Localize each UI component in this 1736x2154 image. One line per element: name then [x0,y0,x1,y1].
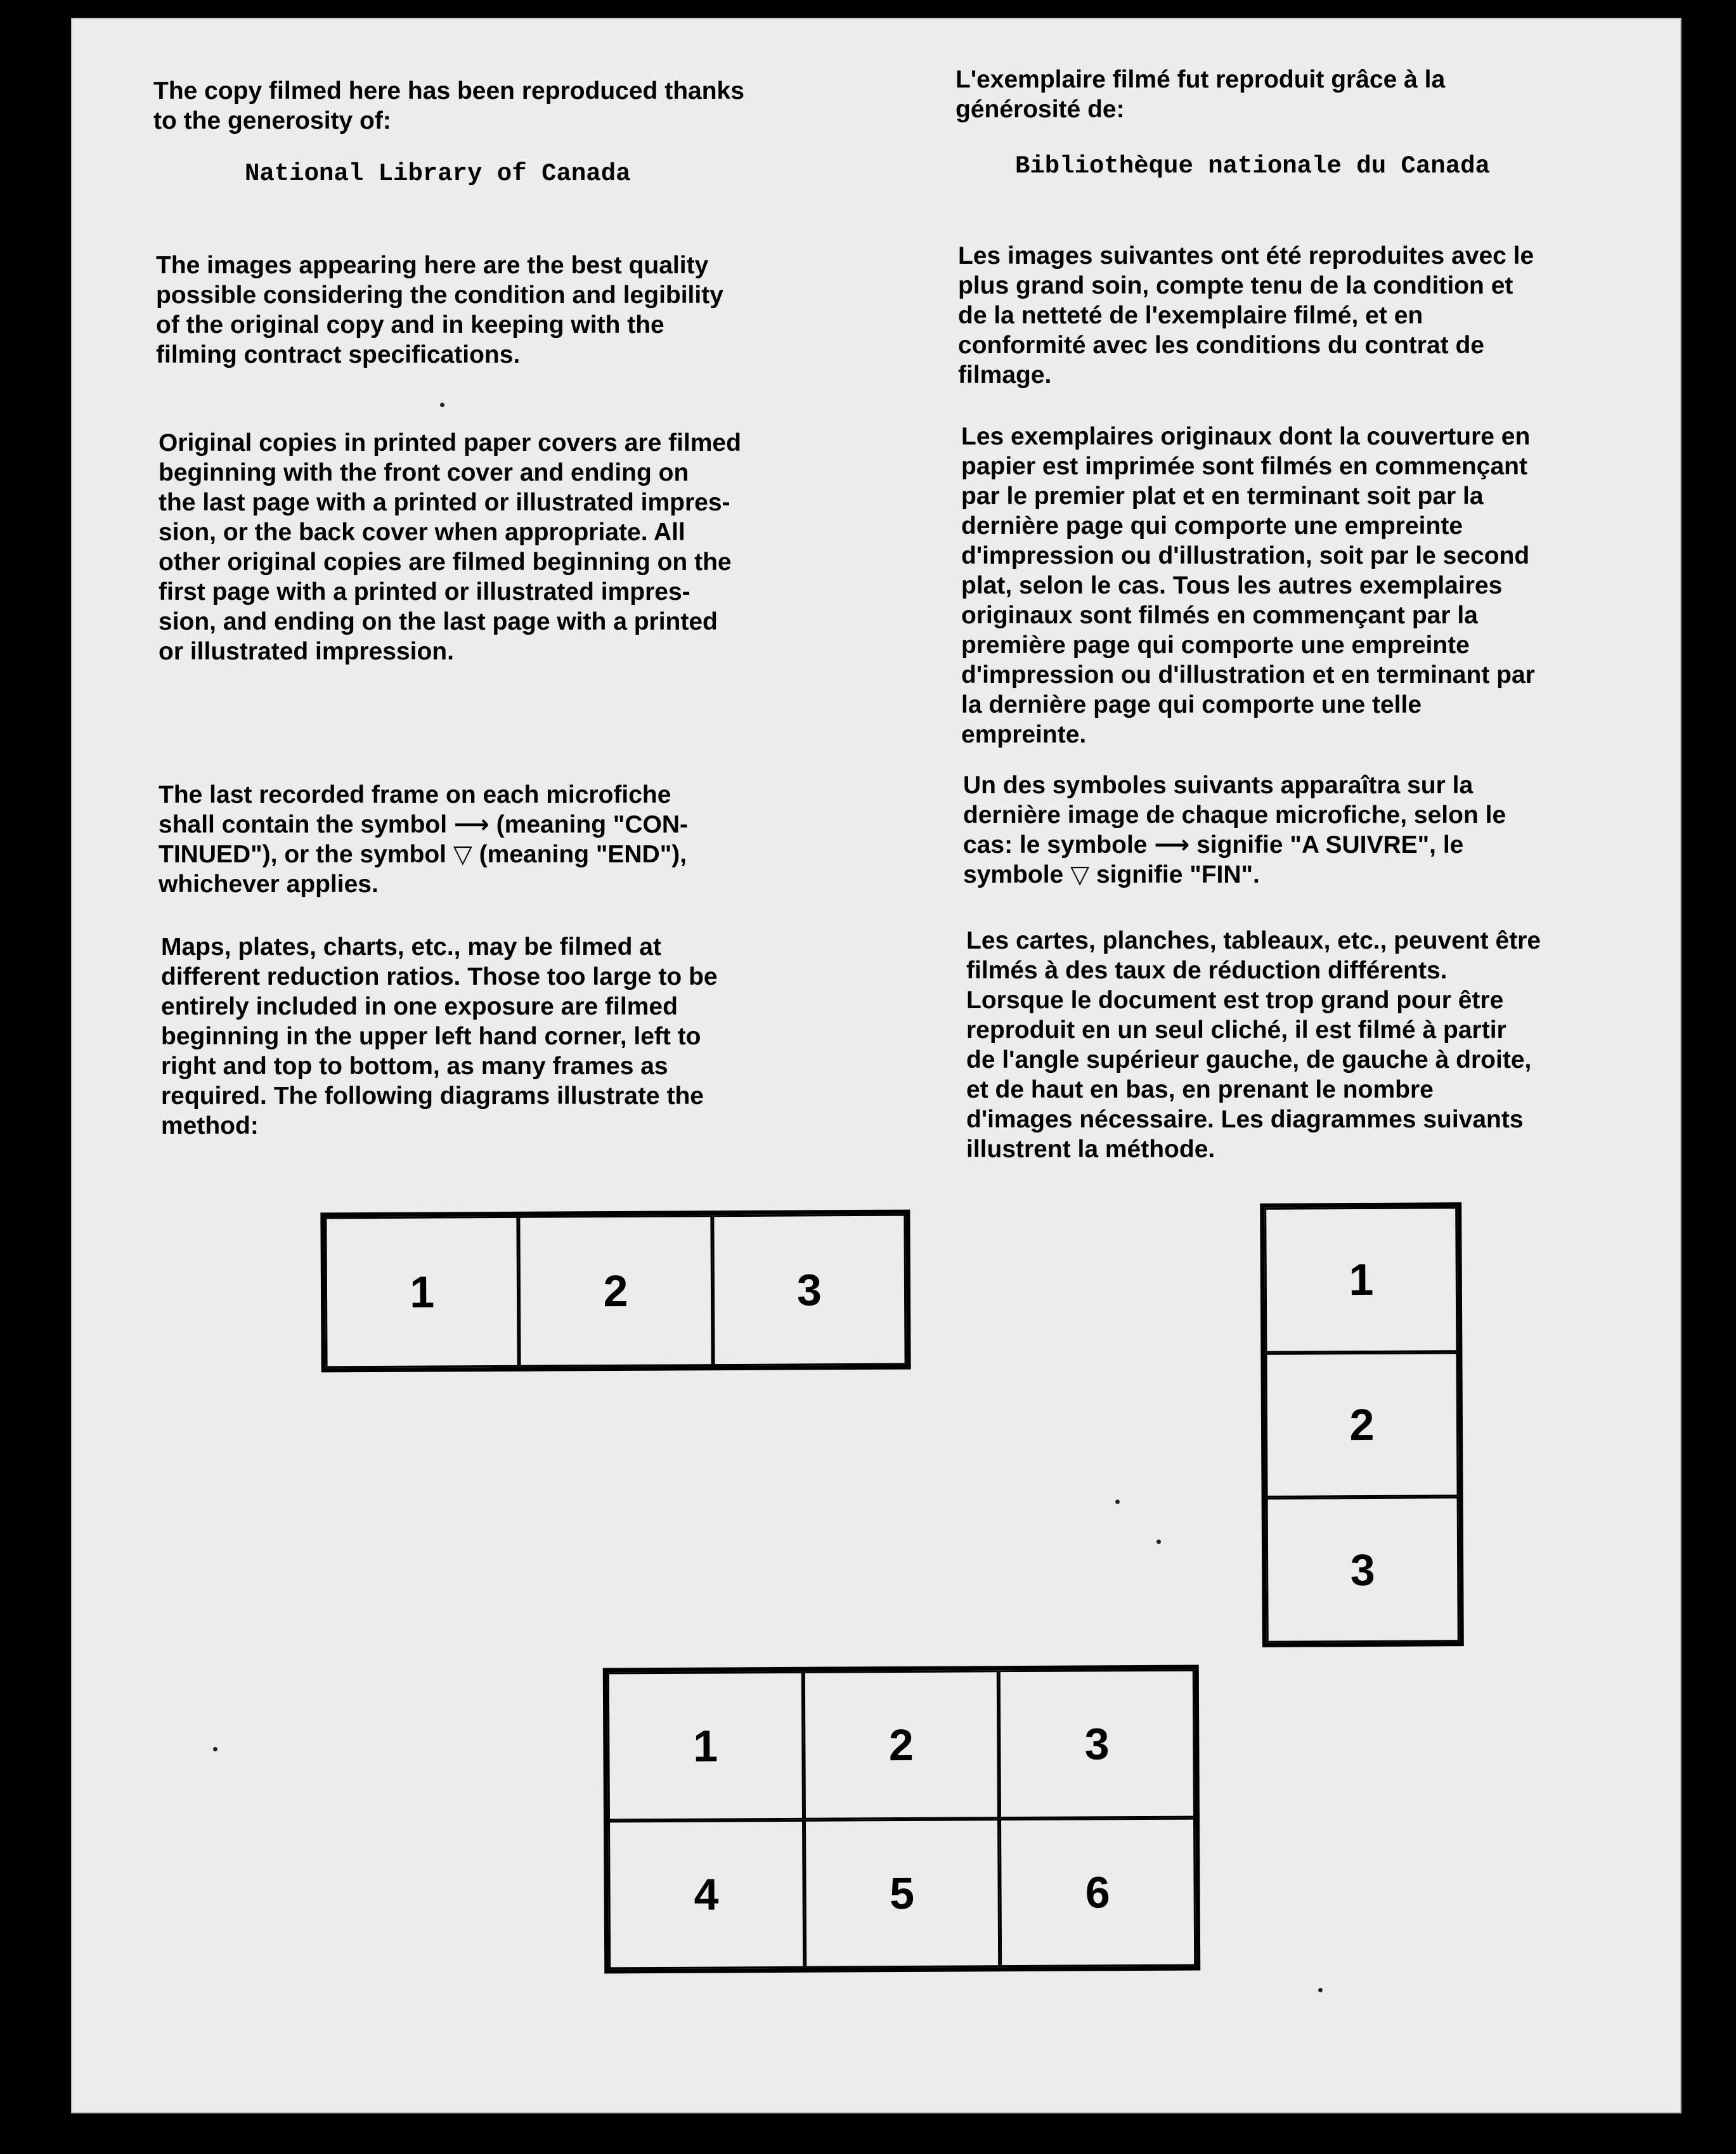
english-library-name: National Library of Canada [245,160,631,188]
frame-cell: 1 [607,1671,804,1821]
frame-cell: 5 [804,1819,1001,1968]
speck [440,403,444,407]
frame-cell: 1 [325,1216,519,1368]
french-covers-paragraph: Les exemplaires originaux dont la couverture en papier est imprimée sont filmés en commençant par le premier plat et en terminant soit par la dernière page qui comporte une empreinte d'impression ou d'illustration, soit par le second plat, selon le cas. Tous les autres exemplaires originaux sont filmés en commençant par la première page qui comporte une empreinte d'impression ou d'illustration et en terminant par la dernière page qui comporte une telle empreinte. [961,423,1535,748]
french-symbols-paragraph: Un des symboles suivants apparaîtra sur la dernière image de chaque microfiche, selon le cas: le symbole ⟶ signifie "A SUIVRE", le symbole ▽ signifie "FIN". [963,772,1506,888]
speck [1318,1988,1323,1992]
english-symbols-paragraph: The last recorded frame on each microfiche shall contain the symbol ⟶ (meaning "CON- TINUED"), or the symbol ▽ (meaning "END"), whichever applies. [159,781,688,898]
french-quality-paragraph: Les images suivantes ont été reproduites avec le plus grand soin, compte tenu de la condition et de la netteté de l'exemplaire filmé, et en conformité avec les conditions du contrat de filmage. [958,242,1534,389]
diagram-vertical [1260,1202,1464,1647]
english-intro: The copy filmed here has been reproduced thanks to the generosity of: [153,77,744,134]
speck [1115,1500,1120,1504]
english-covers-paragraph: Original copies in printed paper covers are filmed beginning with the front cover and ending on the last page with a printed or illustrated impres- sion, or the back cover when appropriate. All other original copies are filmed beginning on the first page with a printed or illustrated impres- sion, and ending on the last page with a printed or illustrated impression. [159,429,741,665]
frame-cell: 2 [803,1670,999,1820]
microfiche-notice-page [71,18,1681,2113]
speck [213,1747,217,1751]
frame-cell: 2 [1265,1352,1458,1498]
french-intro: L'exemplaire filmé fut reproduit grâce à la générosité de: [955,66,1446,123]
diagram-grid [603,1665,1201,1974]
english-quality-paragraph: The images appearing here are the best quality possible considering the condition and legibility of the original copy and in keeping with the filming contract specifications. [156,252,723,368]
french-library-name: Bibliothèque nationale du Canada [1015,152,1490,180]
frame-cell: 2 [519,1215,713,1367]
frame-cell: 1 [1264,1207,1458,1353]
diagram-horizontal [320,1210,910,1373]
speck [1156,1540,1161,1544]
frame-cell: 3 [712,1214,907,1366]
frame-cell: 4 [608,1820,805,1969]
french-maps-paragraph: Les cartes, planches, tableaux, etc., peuvent être filmés à des taux de réduction différents. Lorsque le document est trop grand pour être reproduit en un seul cliché, il est filmé à partir de l'angle supérieur gauche, de gauche à droite, et de haut en bas, en prenant le nombre d'images nécessaire. Les diagrammes suivants illustrent la méthode. [966,927,1541,1163]
frame-cell: 3 [999,1670,1195,1819]
frame-cell: 3 [1266,1497,1460,1643]
english-maps-paragraph: Maps, plates, charts, etc., may be filmed at different reduction ratios. Those too large to be entirely included in one exposure are filmed beginning in the upper left hand corner, left to right and top to bottom, as many frames as required. The following diagrams illustrate the method: [161,933,718,1139]
frame-cell: 6 [999,1818,1196,1968]
